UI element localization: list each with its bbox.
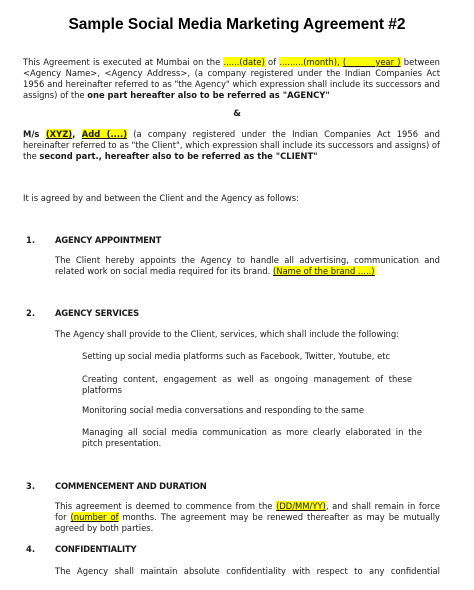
section-1-heading: AGENCY APPOINTMENT xyxy=(55,235,162,245)
section-4-number: 4. xyxy=(26,544,36,554)
client-address-placeholder: Add (....) xyxy=(81,129,128,139)
intro-text-3: between <Agency Name>, <Agency Address>, (a company registered under the Indian Companies Act 1956 and hereinafter referred to as "the Agency" which expression shall include its successors and assigns) of the xyxy=(23,57,440,100)
ampersand: & xyxy=(233,109,241,119)
section-1-text: The Client hereby appoints the Agency to handle all advertising, communication and related work on social media required for its brand. xyxy=(55,255,440,276)
section-4-body: The Agency shall maintain absolute confidentiality with respect to any confidential xyxy=(55,566,440,576)
section-3-heading: COMMENCEMENT AND DURATION xyxy=(55,481,207,491)
section-3-body xyxy=(55,501,440,534)
brand-name-placeholder: (Name of the brand .....) xyxy=(273,266,375,276)
document-title: Sample Social Media Marketing Agreement #2 xyxy=(68,16,406,33)
section-1-body xyxy=(55,255,440,277)
client-comma: , xyxy=(72,129,82,139)
service-item-2: Creating content, engagement as well as ongoing management of these platforms xyxy=(82,374,412,395)
date-placeholder: ......(date) xyxy=(223,57,265,67)
agency-party-label: one part hereafter also to be referred as "AGENCY" xyxy=(87,90,330,100)
agreed-statement: It is agreed by and between the Client and the Agency as follows: xyxy=(23,193,299,203)
section-3-text-1: This agreement is deemed to commence from the xyxy=(55,501,277,511)
intro-paragraph xyxy=(23,57,440,101)
commence-date-placeholder: (DD/MM/YY) xyxy=(276,501,326,511)
section-3-text-3: months. The agreement may be renewed thereafter as may be mutually agreed by both parties. xyxy=(55,512,440,533)
section-2-intro: The Agency shall provide to the Client, services, which shall include the following: xyxy=(55,329,399,339)
client-ms: M/s xyxy=(23,129,46,139)
year-placeholder: (_______year ) xyxy=(342,57,401,67)
client-paragraph xyxy=(23,129,440,162)
section-3-text-2: , and shall remain in force for xyxy=(55,501,441,522)
section-2-heading: AGENCY SERVICES xyxy=(55,308,139,318)
service-item-4: Managing all social media communication as more clearly elaborated in the pitch presentation. xyxy=(82,427,422,448)
intro-text-1: This Agreement is executed at Mumbai on the xyxy=(23,57,224,67)
section-3-number: 3. xyxy=(26,481,36,491)
service-item-3: Monitoring social media conversations and responding to the same xyxy=(82,405,365,415)
section-2-number: 2. xyxy=(26,308,36,318)
section-1-number: 1. xyxy=(26,235,36,245)
months-placeholder: (number of xyxy=(70,512,119,522)
client-party-label: second part., hereafter also to be referred as the "CLIENT" xyxy=(39,151,318,161)
client-text: (a company registered under the Indian Companies Act 1956 and hereinafter referred to as "the Client", which expression shall include its successors and assigns) of the xyxy=(23,129,441,161)
section-4-heading: CONFIDENTIALITY xyxy=(55,544,137,554)
month-placeholder: .........(month), xyxy=(279,57,343,67)
intro-text-2: of xyxy=(264,57,280,67)
service-item-1: Setting up social media platforms such as Facebook, Twitter, Youtube, etc xyxy=(82,351,391,361)
client-name-placeholder: (XYZ) xyxy=(45,129,73,139)
